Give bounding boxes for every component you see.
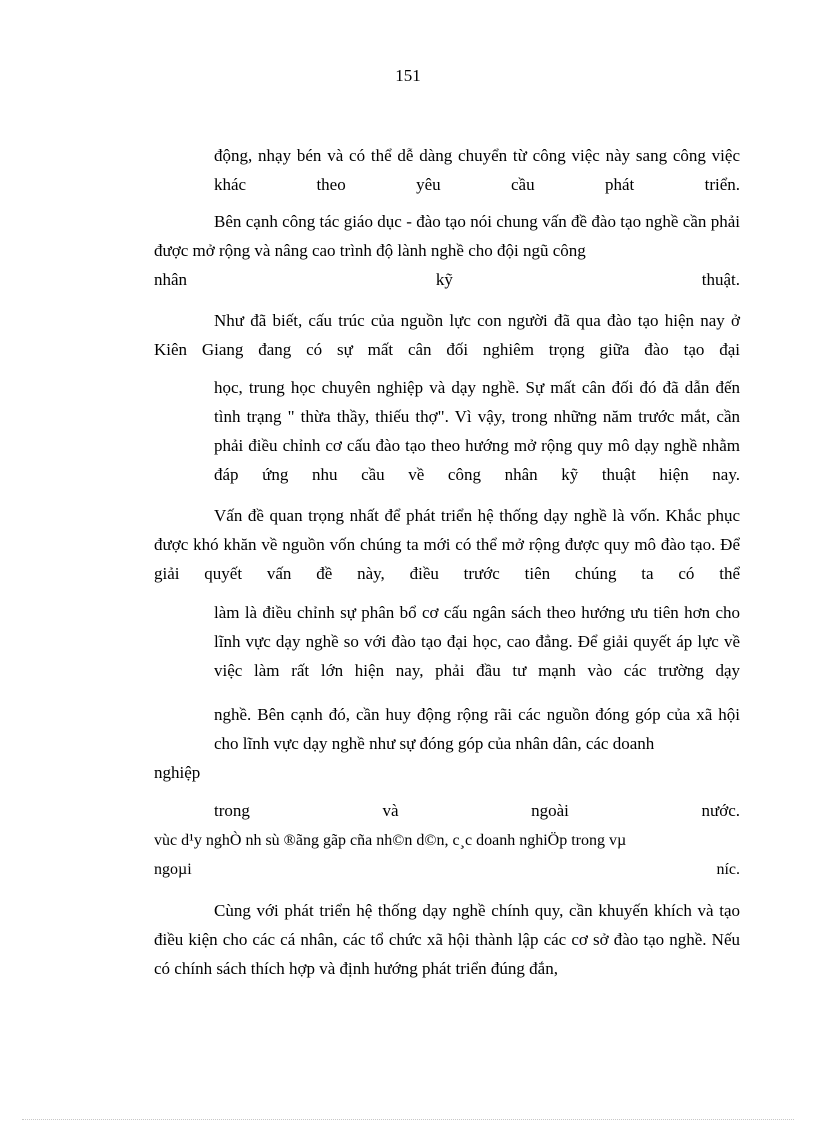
footer-divider bbox=[22, 1119, 794, 1120]
garbled-text-last-line: ngoµi níc. bbox=[154, 861, 740, 878]
paragraph-6: làm là điều chỉnh sự phân bổ cơ cấu ngân sách theo hướng ưu tiên hơn cho lĩnh vực dạy nghề so với đào tạo đại học, cao đẳng. Để giải quyết áp lực về việc làm rất lớn hiện nay, phải đầu tư mạnh vào các trường dạy bbox=[214, 603, 740, 680]
paragraph-3: Như đã biết, cấu trúc của nguồn lực con người đã qua đào tạo hiện nay ở Kiên Giang đang có sự mất cân đối nghiêm trọng giữa đào tạo đại bbox=[154, 311, 740, 359]
paragraph-8-line: trong và ngoài nước. bbox=[214, 801, 740, 820]
paragraph-4: học, trung học chuyên nghiệp và dạy nghề. Sự mất cân đối đó đã dẫn đến tình trạng " thừa thầy, thiếu thợ". Vì vậy, trong những năm trước mắt, cần phải điều chỉnh cơ cấu đào tạo theo hướng mở rộng quy mô dạy nghề nhằm đáp ứng nhu cầu về công nhân kỹ thuật hiện nay. bbox=[214, 378, 740, 484]
paragraph-9: Cùng với phát triển hệ thống dạy nghề chính quy, cần khuyến khích và tạo điều kiện cho các cá nhân, các tổ chức xã hội thành lập các cơ sở đào tạo nghề. Nếu có chính sách thích hợp và định hướng phát triển đúng đắn, bbox=[154, 901, 740, 978]
page-number: 151 bbox=[395, 66, 421, 85]
paragraph-5: Vấn đề quan trọng nhất để phát triển hệ thống dạy nghề là vốn. Khắc phục được khó khăn về nguồn vốn chúng ta mới có thể mở rộng được quy mô đào tạo. Để giải quyết vấn đề này, điều trước tiên chúng ta có thể bbox=[154, 506, 740, 583]
paragraph-7-last-line: nghiệp bbox=[154, 763, 201, 782]
paragraph-2-last-line: nhân kỹ thuật. bbox=[154, 270, 740, 289]
garbled-text-line: vùc d¹y nghÒ nh sù ®ãng gãp cña nh©n d©n, c¸c doanh nghiÖp trong vµ bbox=[154, 832, 627, 849]
paragraph-2: Bên cạnh công tác giáo dục - đào tạo nói chung vấn đề đào tạo nghề cần phải được mở rộng và nâng cao trình độ lành nghề cho đội ngũ công bbox=[154, 212, 740, 260]
paragraph-1: động, nhạy bén và có thể dễ dàng chuyển từ công việc này sang công việc khác theo yêu cầu phát triển. bbox=[214, 146, 740, 194]
paragraph-7: nghề. Bên cạnh đó, cần huy động rộng rãi các nguồn đóng góp của xã hội cho lĩnh vực dạy nghề như sự đóng góp của nhân dân, các doanh bbox=[214, 705, 740, 753]
